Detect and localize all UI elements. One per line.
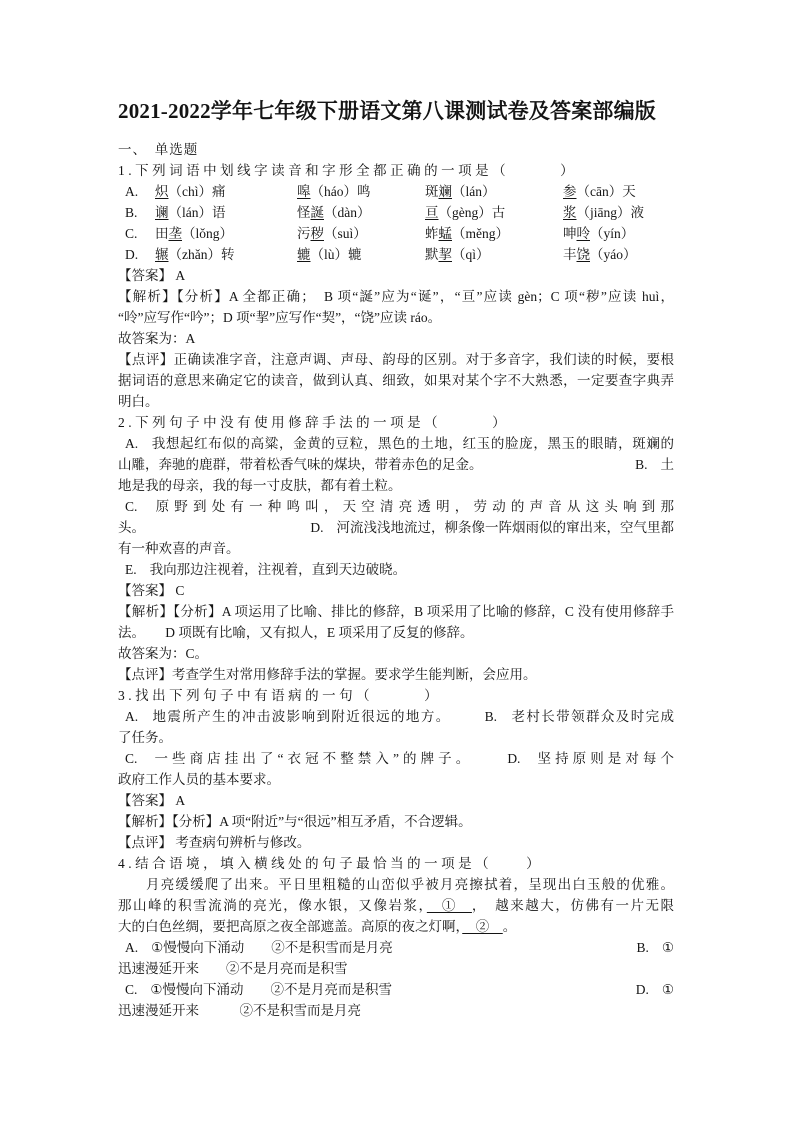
option-item [563, 244, 674, 265]
option-text: 一些商店挂出了“衣冠不整禁入”的牌子。 [150, 751, 474, 766]
blank-1: ① [426, 898, 472, 913]
item-text: （měng） [452, 226, 509, 241]
option-label: D. [310, 520, 324, 535]
item-text: （qì） [452, 247, 490, 262]
q3-comment: 【点评】 考查病句辨析与修改。 [118, 835, 311, 850]
option-item [563, 202, 674, 223]
option-label: C. [125, 982, 138, 997]
q2-comment: 【点评】考查学生对常用修辞手法的掌握。要求学生能判断，会应用。 [118, 667, 537, 682]
q4-options-ab-line [118, 937, 674, 958]
item-text: （lán） [452, 184, 496, 199]
option-item [563, 181, 674, 202]
option-label: D. [635, 982, 649, 997]
passage-text: 。 [502, 919, 517, 934]
q3-option-b-cont: 了任务。 [118, 730, 172, 745]
option-c [118, 979, 392, 1000]
option-text: 土 [660, 457, 674, 472]
option-label: C. [125, 499, 138, 514]
underlined-char: 垄 [168, 226, 182, 241]
underlined-char: 饶 [576, 247, 590, 262]
page-title: 2021-2022学年七年级下册语文第八课测试卷及答案部编版 [118, 99, 656, 123]
item-text: （lù）辘 [310, 247, 362, 262]
q3-stem: 3.找出下列句子中有语病的一句（ ） [118, 688, 442, 703]
option-item [297, 244, 425, 265]
option-text: ① [661, 982, 674, 997]
q3-option-d-cont: 政府工作人员的基本要求。 [118, 772, 280, 787]
q1-option-row-d [118, 244, 674, 265]
passage-text: ， 越来越大，仿佛有一片无限 [471, 898, 675, 913]
option-text: ①慢慢向下涌动 ②不是积雪而是月亮 [151, 940, 393, 955]
q1-analysis-line1: 【解析】【分析】A 全都正确； B 项“誕”应为“诞”，“亘”应读 gèn；C 项“秽”应读 huì， [118, 289, 674, 304]
q1-analysis-line2: “呤”应写作“吟”；D 项“挈”应写作“契”，“饶”应读 ráo。 [118, 310, 442, 325]
option-text: 头。 [118, 520, 145, 535]
option-label: D. [507, 751, 521, 766]
item-text: （yáo） [590, 247, 637, 262]
q3-options-ab-line [118, 706, 674, 727]
option-d-start [310, 517, 674, 538]
option-label: A. [125, 184, 139, 199]
q2-option-e-line [118, 559, 674, 580]
item-text: （suì） [324, 226, 367, 241]
q1-comment-line1: 【点评】正确读准字音，注意声调、声母、韵母的区别。对于多音字，我们读的时候，要根 [118, 352, 674, 367]
item-text: （lǒng） [182, 226, 234, 241]
item-text: （yín） [590, 226, 635, 241]
q4-option-b-cont: 迅速漫延开来 ②不是月亮而是积雪 [118, 961, 348, 976]
q1-conclusion: 故答案为：A [118, 331, 196, 346]
option-label: B. [635, 457, 648, 472]
option-item [425, 202, 563, 223]
section-heading: 一、 单选题 [118, 142, 199, 157]
blank-2: ② [462, 919, 503, 934]
option-text: ①慢慢向下涌动 ②不是月亮而是积雪 [150, 982, 392, 997]
underlined-char: 斓 [438, 184, 452, 199]
option-b-start [637, 937, 675, 958]
item-text: 怪 [297, 205, 311, 220]
q2-option-c-line [118, 496, 674, 517]
underlined-char: 谰 [155, 205, 169, 220]
q1-option-row-a [118, 181, 674, 202]
q2-option-a2-b-line [118, 454, 674, 475]
item-text: （zhǎn）转 [168, 247, 235, 262]
q4-passage-line3 [118, 916, 674, 937]
item-text: 蚱 [425, 226, 439, 241]
q1-option-row-c [118, 223, 674, 244]
underlined-char: 辘 [297, 247, 311, 262]
q4-passage-line1: 月亮缓缓爬了出来。平日里粗糙的山峦似乎被月亮擦拭着，呈现出白玉般的优雅。 [146, 877, 674, 892]
underlined-char: 辗 [155, 247, 169, 262]
q2-stem: 2.下列句子中没有使用修辞手法的一项是（ ） [118, 415, 510, 430]
item-text: 默 [425, 247, 439, 262]
option-item [425, 223, 563, 244]
underlined-char: 嗥 [297, 184, 311, 199]
option-item [155, 202, 297, 223]
underlined-char: 亘 [425, 205, 439, 220]
item-text: （jiāng）液 [576, 205, 644, 220]
q2-conclusion: 故答案为：C。 [118, 646, 209, 661]
option-item [297, 223, 425, 244]
option-label: B. [484, 709, 498, 724]
item-text: （cān）天 [576, 184, 636, 199]
option-text: 我想起红布似的高粱，金黄的豆粒，黑色的土地，红玉的脸庞，黑玉的眼睛，斑斓的 [151, 436, 674, 451]
option-text: 老村长带领群众及时完成 [510, 709, 675, 724]
q3-options-cd-line [118, 748, 674, 769]
item-text: （háo）鸣 [310, 184, 371, 199]
option-item [297, 202, 425, 223]
item-text: 污 [297, 226, 311, 241]
item-text: 丰 [563, 247, 577, 262]
option-item [155, 244, 297, 265]
q2-analysis-line1: 【解析】【分析】A 项运用了比喻、排比的修辞，B 项采用了比喻的修辞，C 没有使用修辞手 [118, 604, 674, 619]
item-text: 斑 [425, 184, 439, 199]
q3-answer: 【答案】 A [118, 793, 186, 808]
item-text: （gèng）古 [438, 205, 506, 220]
q2-option-d-cont: 有一种欢喜的声音。 [118, 541, 240, 556]
q1-comment-line3: 明白。 [118, 394, 159, 409]
underlined-char: 参 [563, 184, 577, 199]
item-text: 呻 [563, 226, 577, 241]
underlined-char: 呤 [576, 226, 590, 241]
option-a [118, 937, 393, 958]
option-b-start [635, 454, 674, 475]
item-text: （lán）语 [168, 205, 226, 220]
option-item [563, 223, 674, 244]
item-text: 田 [155, 226, 169, 241]
option-label: C. [125, 226, 138, 241]
option-item [155, 181, 297, 202]
underlined-char: 炽 [155, 184, 169, 199]
option-item [425, 181, 563, 202]
option-label: A. [125, 709, 139, 724]
option-label: B. [636, 940, 649, 955]
q2-option-b-cont: 地是我的母亲，我的每一寸皮肤，都有着土粒。 [118, 478, 402, 493]
option-text: 山雕，奔驰的鹿群，带着松香气味的煤块，带着赤色的足金。 [118, 457, 483, 472]
q1-option-row-b [118, 202, 674, 223]
document-page [118, 96, 674, 1021]
option-label: C. [125, 751, 138, 766]
underlined-char: 蜢 [438, 226, 452, 241]
underlined-char: 浆 [563, 205, 577, 220]
option-text: 原野到处有一种鸣叫，天空清亮透明，劳动的声音从这头响到那 [150, 499, 674, 514]
passage-text: 大的白色丝绸，要把高原之夜全部遮盖。高原的夜之灯啊， [118, 919, 463, 934]
option-item [425, 244, 563, 265]
q4-options-cd-line [118, 979, 674, 1000]
option-d-start [636, 979, 674, 1000]
q1-answer: 【答案】 A [118, 268, 186, 283]
item-text: （dàn） [324, 205, 371, 220]
option-label: A. [125, 436, 139, 451]
q4-passage-line2 [118, 895, 674, 916]
passage-text: 那山峰的积雪流淌的亮光，像水银，又像岩浆， [118, 898, 427, 913]
option-label: D. [125, 247, 139, 262]
q2-option-a-line1 [118, 433, 674, 454]
item-text: （chì）痛 [168, 184, 226, 199]
option-label: B. [125, 205, 138, 220]
option-text: 我向那边注视着，注视着，直到天边破晓。 [149, 562, 407, 577]
option-item [297, 181, 425, 202]
option-text: 河流浅浅地流过，柳条像一阵烟雨似的窜出来，空气里都 [336, 520, 674, 535]
option-text: ① [661, 940, 674, 955]
q2-analysis-line2: 法。 D 项既有比喻，又有拟人，E 项采用了反复的修辞。 [118, 625, 474, 640]
option-text: 地震所产生的冲击波影响到附近很远的地方。 [151, 709, 451, 724]
q4-stem: 4.结合语境，填入横线处的句子最恰当的一项是（ ） [118, 856, 544, 871]
q1-stem: 1.下列词语中划线字读音和字形全都正确的一项是（ ） [118, 163, 578, 178]
q2-option-c2-d-line [118, 517, 674, 538]
option-label: E. [125, 562, 137, 577]
underlined-char: 誕 [310, 205, 324, 220]
underlined-char: 挈 [438, 247, 452, 262]
q4-option-d-cont: 迅速漫延开来 ②不是积雪而是月亮 [118, 1003, 361, 1018]
option-label: A. [125, 940, 139, 955]
option-item [155, 223, 297, 244]
underlined-char: 秽 [310, 226, 324, 241]
q3-analysis: 【解析】【分析】A 项“附近”与“很远”相互矛盾，不合逻辑。 [118, 814, 472, 829]
q2-answer: 【答案】 C [118, 583, 185, 598]
option-text: 坚持原则是对每个 [533, 751, 675, 766]
q1-comment-line2: 据词语的意思来确定它的读音，做到认真、细致，如果对某个字不大熟悉，一定要查字典弄 [118, 373, 674, 388]
